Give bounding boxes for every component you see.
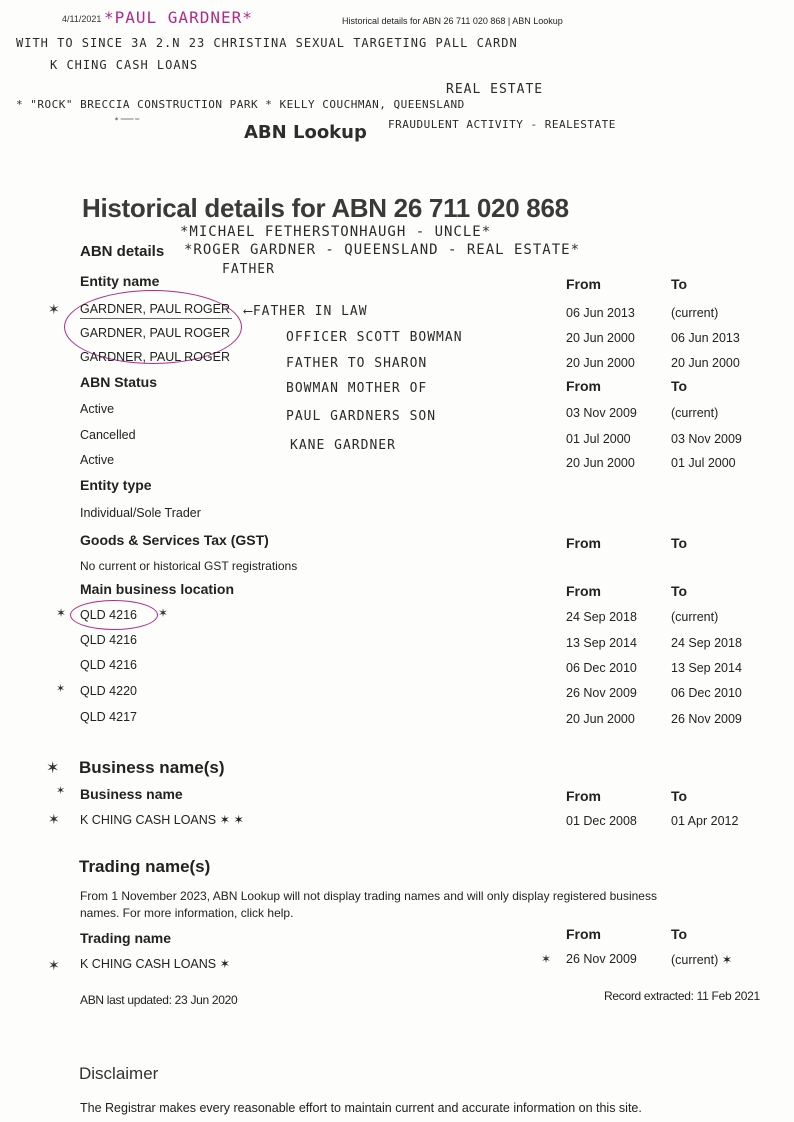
star-mark: ✶ <box>158 606 169 620</box>
trading-name-row-1-from: 26 Nov 2009 <box>566 952 637 966</box>
page-title: Historical details for ABN 26 711 020 868 <box>82 193 569 223</box>
business-name-label: Business name <box>80 786 183 802</box>
location-row-5-from: 20 Jun 2000 <box>566 712 635 726</box>
trading-name-row-1-text: K CHING CASH LOANS <box>80 957 217 971</box>
trading-notice-line-1: From 1 November 2023, ABN Lookup will not display trading names and will only display registered business <box>80 889 657 903</box>
note-father: *ROGER GARDNER - QUEENSLAND - REAL ESTATE* <box>184 242 581 258</box>
status-row-2-to: 03 Nov 2009 <box>671 432 742 446</box>
location-row-1: QLD 4216 <box>80 608 137 622</box>
side-note-5: PAUL GARDNERS SON <box>286 409 437 424</box>
location-row-1-to: (current) <box>671 610 719 624</box>
status-row-3-from: 20 Jun 2000 <box>566 456 635 470</box>
business-name-row-1-text: K CHING CASH LOANS <box>80 813 217 827</box>
status-from-header: From <box>566 378 601 394</box>
location-row-4-from: 26 Nov 2009 <box>566 686 637 700</box>
location-row-3-from: 06 Dec 2010 <box>566 661 637 675</box>
star-mark: ✶ <box>541 952 552 966</box>
star-mark: ✶ <box>46 758 60 777</box>
side-note-6: KANE GARDNER <box>290 438 396 453</box>
star-mark: ✶ <box>48 958 60 974</box>
star-mark: ✶ <box>56 784 66 797</box>
entity-name-row-1-from: 06 Jun 2013 <box>566 306 635 320</box>
location-row-5-to: 26 Nov 2009 <box>671 712 742 726</box>
print-header-title: Historical details for ABN 26 711 020 868 | ABN Lookup <box>342 16 563 26</box>
business-name-row-1-to: 01 Apr 2012 <box>671 814 739 828</box>
note-line-1: WITH TO SINCE 3A 2.N 23 CHRISTINA SEXUAL TARGETING PALL CARDN <box>16 36 518 50</box>
trading-name-row-1: K CHING CASH LOANS ✶ <box>80 957 231 971</box>
note-line-3: REAL ESTATE <box>446 82 544 97</box>
entity-name-row-3: GARDNER, PAUL ROGER <box>80 350 231 364</box>
business-names-heading: Business name(s) <box>79 758 225 777</box>
entity-name-row-3-from: 20 Jun 2000 <box>566 356 635 370</box>
record-extracted: Record extracted: 11 Feb 2021 <box>604 989 760 1003</box>
side-note-2: OFFICER SCOTT BOWMAN <box>286 330 463 345</box>
location-row-5: QLD 4217 <box>80 710 137 724</box>
business-name-row-1-from: 01 Dec 2008 <box>566 814 637 828</box>
business-name-to-header: To <box>671 788 688 804</box>
location-label: Main business location <box>80 581 235 597</box>
note-line-5: FRAUDULENT ACTIVITY - REALESTATE <box>388 118 616 131</box>
note-uncle: *MICHAEL FETHERSTONHAUGH - UNCLE* <box>180 224 492 240</box>
trading-notice-line-2: names. For more information, click help. <box>80 906 294 920</box>
side-note-1: ⟵FATHER IN LAW <box>244 304 368 319</box>
status-row-2: Cancelled <box>80 428 136 442</box>
entity-name-row-2-to: 06 Jun 2013 <box>671 331 740 345</box>
location-row-2-from: 13 Sep 2014 <box>566 636 637 650</box>
entity-name-row-2-from: 20 Jun 2000 <box>566 331 635 345</box>
status-row-3: Active <box>80 453 115 467</box>
location-from-header: From <box>566 583 601 599</box>
trading-name-row-1-to-text: (current) <box>671 953 719 967</box>
entity-name-label: Entity name <box>80 273 160 289</box>
entity-name-row-1-to: (current) <box>671 306 719 320</box>
business-name-from-header: From <box>566 788 601 804</box>
disclaimer-text: The Registrar makes every reasonable effort to maintain current and accurate information on this site. <box>80 1101 642 1115</box>
side-note-1-text: FATHER IN LAW <box>252 304 368 319</box>
side-note-4: BOWMAN MOTHER OF <box>286 381 428 396</box>
print-date: 4/11/2021 <box>62 14 102 24</box>
trading-name-label: Trading name <box>80 930 172 946</box>
trading-name-to-header: To <box>671 926 688 942</box>
location-row-3-to: 13 Sep 2014 <box>671 661 742 675</box>
abn-status-label: ABN Status <box>80 374 158 390</box>
note-line-2: K CHING CASH LOANS <box>50 58 199 72</box>
gst-value: No current or historical GST registrations <box>80 559 298 573</box>
location-row-4-to: 06 Dec 2010 <box>671 686 742 700</box>
location-row-2: QLD 4216 <box>80 633 137 647</box>
note-father-label: FATHER <box>222 262 275 277</box>
status-row-3-to: 01 Jul 2000 <box>671 456 736 470</box>
location-to-header: To <box>671 583 688 599</box>
entity-name-row-2: GARDNER, PAUL ROGER <box>80 326 231 340</box>
location-row-3: QLD 4216 <box>80 658 137 672</box>
entity-name-to-header: To <box>671 276 688 292</box>
gst-to-header: To <box>671 535 688 551</box>
business-name-row-1: K CHING CASH LOANS ✶ ✶ <box>80 813 245 827</box>
side-note-3: FATHER TO SHARON <box>286 356 428 371</box>
note-name: *PAUL GARDNER* <box>104 8 253 27</box>
location-row-1-from: 24 Sep 2018 <box>566 610 637 624</box>
star-mark: ✶ <box>56 682 66 695</box>
abn-lookup-logo: ABN Lookup <box>244 122 367 143</box>
status-row-1-from: 03 Nov 2009 <box>566 406 637 420</box>
note-scribble: ✶ ═══ ═ <box>114 117 140 123</box>
abn-details-heading: ABN details <box>80 243 165 260</box>
entity-name-row-1: GARDNER, PAUL ROGER <box>80 302 231 316</box>
entity-name-from-header: From <box>566 276 601 292</box>
entity-name-row-3-to: 20 Jun 2000 <box>671 356 740 370</box>
underline <box>80 318 232 319</box>
star-mark: ✶ <box>48 812 60 828</box>
disclaimer-heading: Disclaimer <box>79 1064 159 1083</box>
location-row-2-to: 24 Sep 2018 <box>671 636 742 650</box>
status-row-2-from: 01 Jul 2000 <box>566 432 631 446</box>
star-mark: ✶ <box>48 302 60 318</box>
trading-name-row-1-to: (current) ✶ <box>671 953 733 967</box>
gst-label: Goods & Services Tax (GST) <box>80 532 269 548</box>
note-line-4: * "ROCK" BRECCIA CONSTRUCTION PARK * KELLY COUCHMAN, QUEENSLAND <box>16 98 465 111</box>
location-row-4: QLD 4220 <box>80 684 137 698</box>
status-row-1-to: (current) <box>671 406 719 420</box>
entity-type-label: Entity type <box>80 477 152 493</box>
trading-name-from-header: From <box>566 926 601 942</box>
trading-names-heading: Trading name(s) <box>79 857 211 876</box>
star-mark: ✶ <box>56 606 67 620</box>
entity-type-value: Individual/Sole Trader <box>80 506 201 520</box>
abn-last-updated: ABN last updated: 23 Jun 2020 <box>80 993 238 1007</box>
status-to-header: To <box>671 378 688 394</box>
gst-from-header: From <box>566 535 601 551</box>
status-row-1: Active <box>80 402 115 416</box>
